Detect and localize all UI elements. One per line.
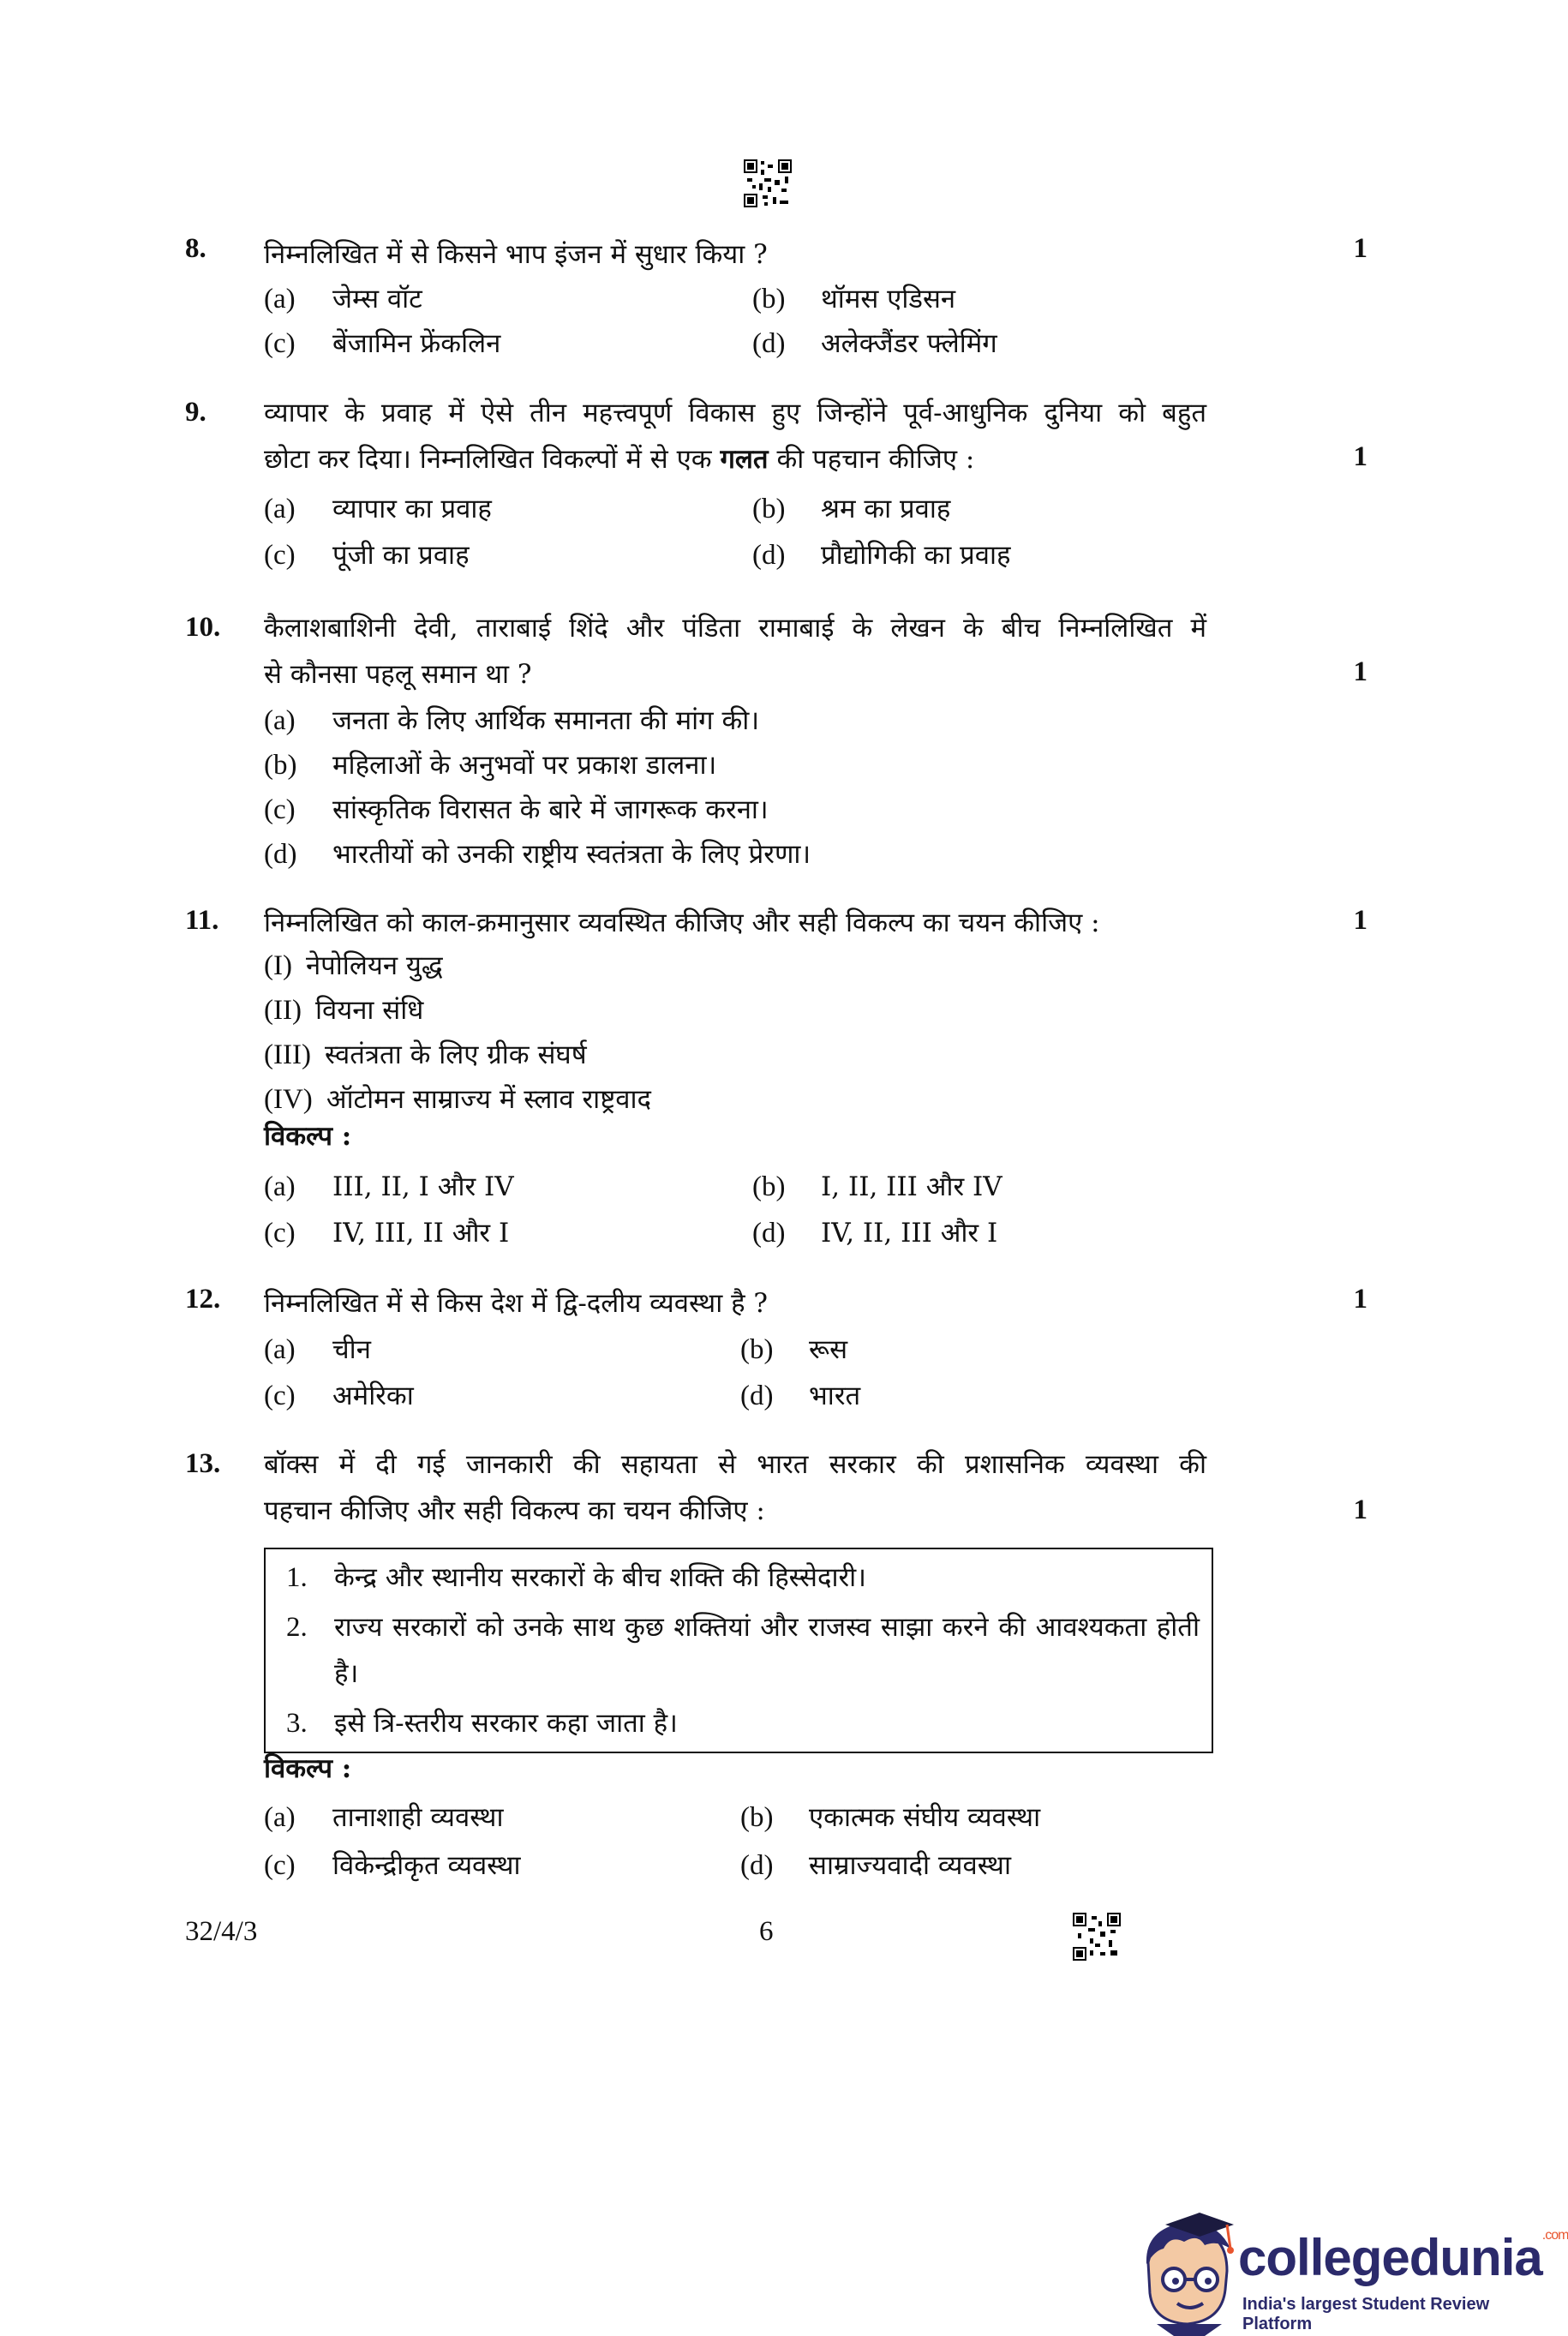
page-number: 6 (759, 1916, 774, 1947)
question-marks: 1 (1353, 233, 1368, 264)
option-b: (b) महिलाओं के अनुभवों पर प्रकाश डालना। (264, 750, 717, 781)
question-marks: 1 (1353, 1494, 1368, 1525)
info-box-item: 3. इसे त्रि-स्तरीय सरकार कहा जाता है। (286, 1708, 678, 1739)
option-d: (d) प्रौद्योगिकी का प्रवाह (752, 540, 1011, 571)
question-number: 11. (185, 905, 219, 936)
option-b: (b) रूस (740, 1334, 848, 1365)
event-item-1: (I) नेपोलियन युद्ध (264, 950, 443, 981)
option-d: (d) साम्राज्यवादी व्यवस्था (740, 1850, 1011, 1881)
qr-code-icon (1073, 1913, 1121, 1961)
option-c: (c) सांस्कृतिक विरासत के बारे में जागरूक करना। (264, 794, 769, 825)
question-text-line2: छोटा कर दिया। निम्नलिखित विकल्पों में से एक गलत की पहचान कीजिए : (264, 444, 975, 475)
question-text-line1: बॉक्स में दी गई जानकारी की सहायता से भारत सरकार की प्रशासनिक व्यवस्था की (264, 1449, 1206, 1480)
brand-name: collegedunia$^{.com}$ (1238, 2228, 1568, 2286)
question-text: निम्नलिखित को काल-क्रमानुसार व्यवस्थित कीजिए और सही विकल्प का चयन कीजिए : (264, 907, 1100, 938)
question-text-line2: से कौनसा पहलू समान था ? (264, 659, 532, 690)
option-d: (d) IV, II, III और I (752, 1218, 998, 1249)
question-9 (185, 390, 1368, 578)
emphasis-word: गलत (720, 444, 769, 475)
question-11 (185, 900, 1368, 1260)
option-d: (d) अलेक्जैंडर फ्लेमिंग (752, 328, 997, 359)
question-text-line1: व्यापार के प्रवाह में ऐसे तीन महत्त्वपूर्ण विकास हुए जिन्होंने पूर्व-आधुनिक दुनिया को बहुत (264, 398, 1206, 428)
option-a: (a) चीन (264, 1334, 371, 1365)
brand-tagline: India's largest Student Review Platform (1242, 2295, 1490, 2333)
question-text: निम्नलिखित में से किस देश में द्वि-दलीय व्यवस्था है ? (264, 1288, 769, 1319)
qr-code-icon (744, 159, 792, 207)
mascot-icon (1131, 2211, 1242, 2336)
option-c: (c) विकेन्द्रीकृत व्यवस्था (264, 1850, 521, 1881)
question-number: 10. (185, 612, 221, 643)
event-item-3: (III) स्वतंत्रता के लिए ग्रीक संघर्ष (264, 1039, 587, 1070)
question-marks: 1 (1353, 441, 1368, 472)
question-number: 8. (185, 233, 206, 264)
info-box (264, 1548, 1213, 1753)
option-c: (c) बेंजामिन फ्रेंकलिन (264, 328, 501, 359)
question-marks: 1 (1353, 1284, 1368, 1315)
option-a: (a) तानाशाही व्यवस्था (264, 1802, 504, 1833)
question-number: 9. (185, 397, 206, 428)
paper-code: 32/4/3 (185, 1916, 258, 1947)
info-box-item: 2. राज्य सरकारों को उनके साथ कुछ शक्तियां और राजस्व साझा करने की आवश्यकता होती है। (286, 1612, 1200, 1689)
question-number: 13. (185, 1448, 221, 1479)
info-box-item: 1. केन्द्र और स्थानीय सरकारों के बीच शक्ति की हिस्सेदारी। (286, 1562, 866, 1593)
option-a: (a) व्यापार का प्रवाह (264, 494, 492, 524)
collegedunia-logo (1131, 2211, 1568, 2336)
option-a: (a) जेम्स वॉट (264, 284, 422, 314)
event-item-2: (II) वियना संधि (264, 995, 424, 1026)
question-12 (185, 1280, 1368, 1417)
option-b: (b) थॉमस एडिसन (752, 284, 956, 314)
event-item-4: (IV) ऑटोमन साम्राज्य में स्लाव राष्ट्रवाद (264, 1084, 652, 1115)
option-b: (b) एकात्मक संघीय व्यवस्था (740, 1802, 1041, 1833)
options-heading: विकल्प : (264, 1753, 352, 1784)
question-text-line2: पहचान कीजिए और सही विकल्प का चयन कीजिए : (264, 1495, 765, 1526)
question-number: 12. (185, 1284, 221, 1315)
option-c: (c) अमेरिका (264, 1381, 414, 1411)
question-marks: 1 (1353, 905, 1368, 936)
question-text-line1: कैलाशबाशिनी देवी, ताराबाई शिंदे और पंडिता रामाबाई के लेखन के बीच निम्नलिखित में (264, 613, 1206, 644)
option-b: (b) श्रम का प्रवाह (752, 494, 951, 524)
option-c: (c) पूंजी का प्रवाह (264, 540, 470, 571)
question-8 (185, 231, 1368, 368)
question-marks: 1 (1353, 656, 1368, 687)
option-d: (d) भारतीयों को उनकी राष्ट्रीय स्वतंत्रता के लिए प्रेरणा। (264, 839, 811, 870)
option-b: (b) I, II, III और IV (752, 1171, 1002, 1202)
question-10 (185, 605, 1368, 879)
question-text: निम्नलिखित में से किसने भाप इंजन में सुधार किया ? (264, 239, 768, 270)
option-d: (d) भारत (740, 1381, 861, 1411)
question-13 (185, 1441, 1368, 1887)
option-a: (a) III, II, I और IV (264, 1171, 514, 1202)
option-c: (c) IV, III, II और I (264, 1218, 510, 1249)
options-heading: विकल्प : (264, 1121, 352, 1152)
option-a: (a) जनता के लिए आर्थिक समानता की मांग की। (264, 705, 760, 736)
